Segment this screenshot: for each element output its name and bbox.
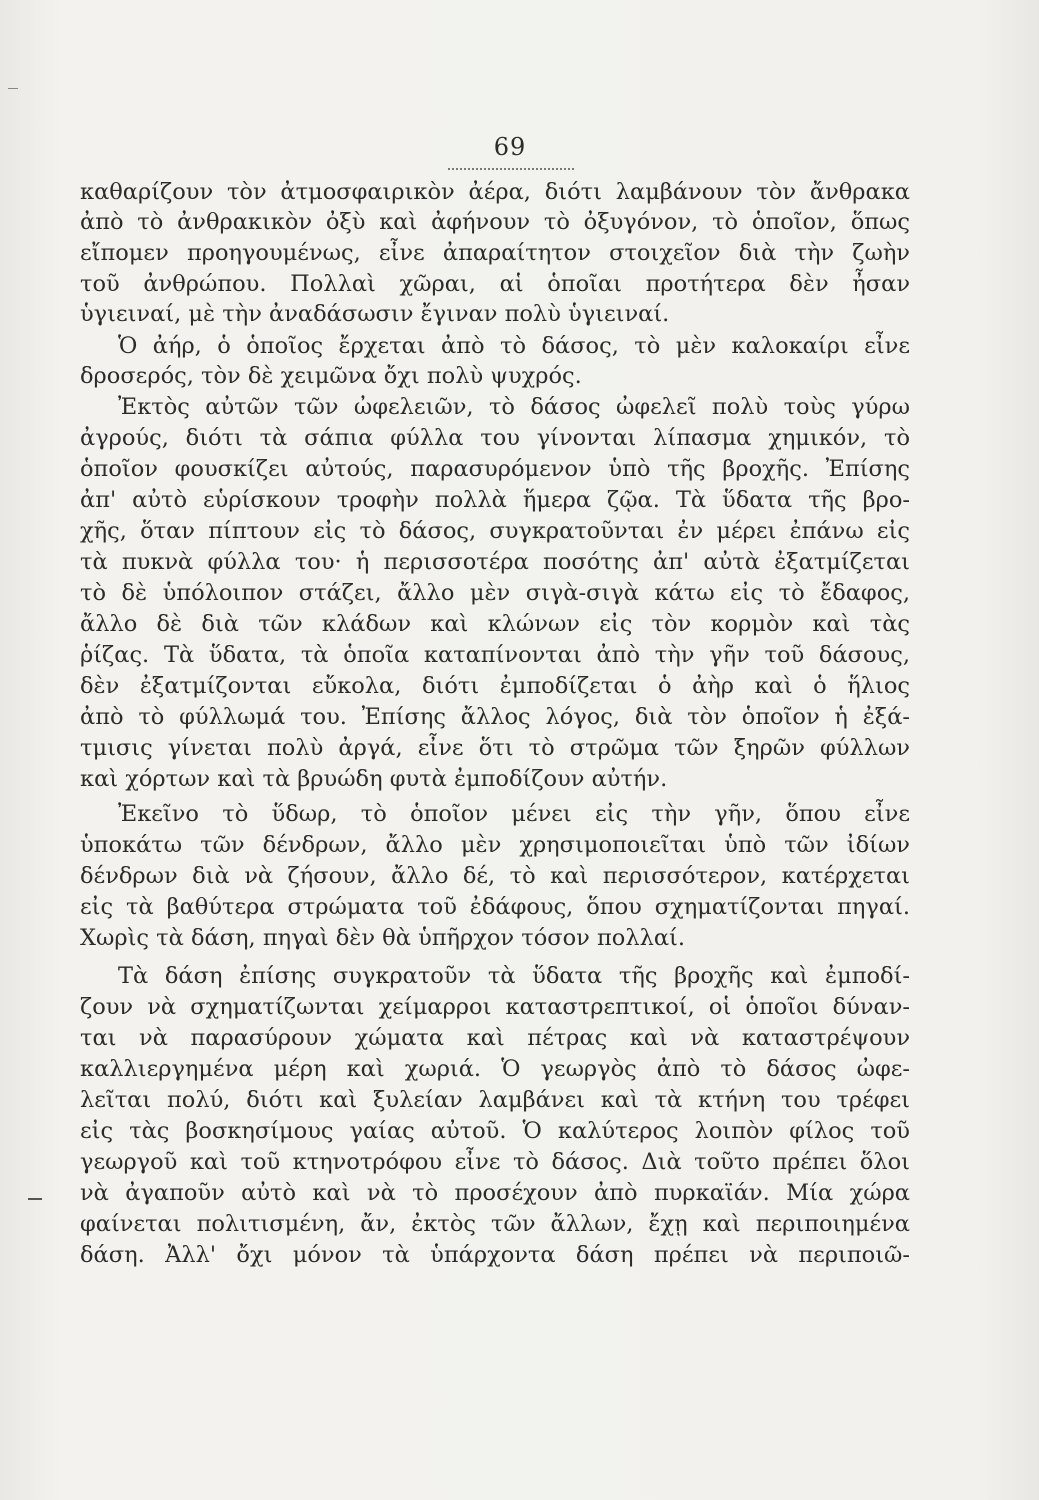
text-line: νὰ ἀγαποῦν αὐτὸ καὶ νὰ τὸ προσέχουν ἀπὸ πυρκαϊάν. Μία χώρα <box>80 1180 910 1206</box>
text-line: ἀπ' αὐτὸ εὑρίσκουν τροφὴν πολλὰ ἥμερα ζῷα. Τὰ ὕδατα τῆς βρο- <box>80 487 910 513</box>
text-line: ζουν νὰ σχηματίζωνται χείμαρροι καταστρεπτικοί, οἱ ὁποῖοι δύναν- <box>80 994 910 1020</box>
margin-mark <box>8 88 18 89</box>
text-line: καθαρίζουν τὸν ἀτμοσφαιρικὸν ἀέρα, διότι λαμβάνουν τὸν ἄνθρακα <box>80 179 910 205</box>
margin-mark <box>28 1198 42 1200</box>
text-line: ἀγρούς, διότι τὰ σάπια φύλλα του γίνονται λίπασμα χημικόν, τὸ <box>80 425 910 451</box>
text-line: δάση. Ἀλλ' ὄχι μόνον τὰ ὑπάρχοντα δάση πρέπει νὰ περιποιῶ- <box>80 1242 910 1268</box>
text-line: φαίνεται πολιτισμένη, ἄν, ἐκτὸς τῶν ἄλλων, ἔχῃ καὶ περιποιημένα <box>80 1211 910 1237</box>
text-line: τὰ πυκνὰ φύλλα του· ἡ περισσοτέρα ποσότης ἀπ' αὐτὰ ἐξατμίζεται <box>80 549 910 575</box>
text-line: γεωργοῦ καὶ τοῦ κτηνοτρόφου εἶνε τὸ δάσος. Διὰ τοῦτο πρέπει ὅλοι <box>80 1149 910 1175</box>
text-line: Ἐκτὸς αὐτῶν τῶν ὠφελειῶν, τὸ δάσος ὠφελεῖ πολὺ τοὺς γύρω <box>118 394 910 420</box>
text-line: εἰς τὰ βαθύτερα στρώματα τοῦ ἐδάφους, ὅπου σχηματίζονται πηγαί. <box>80 894 910 920</box>
text-line: λεῖται πολύ, διότι καὶ ξυλείαν λαμβάνει καὶ τὰ κτήνη του τρέφει <box>80 1087 910 1113</box>
text-line: χῆς, ὅταν πίπτουν εἰς τὸ δάσος, συγκρατοῦνται ἐν μέρει ἐπάνω εἰς <box>80 518 910 544</box>
text-line: ῥίζας. Τὰ ὕδατα, τὰ ὁποῖα καταπίνονται ἀπὸ τὴν γῆν τοῦ δάσους, <box>80 642 910 668</box>
text-line: τὸ δὲ ὑπόλοιπον στάζει, ἄλλο μὲν σιγὰ-σιγὰ κάτω εἰς τὸ ἔδαφος, <box>80 580 910 606</box>
text-line: Τὰ δάση ἐπίσης συγκρατοῦν τὰ ὕδατα τῆς βροχῆς καὶ ἐμποδί- <box>118 963 910 989</box>
text-line: Χωρὶς τὰ δάση, πηγαὶ δὲν θὰ ὑπῆρχον τόσον πολλαί. <box>80 925 686 951</box>
text-line: ἀπὸ τὸ φύλλωμά του. Ἐπίσης ἄλλος λόγος, διὰ τὸν ὁποῖον ἡ ἐξά- <box>80 704 910 730</box>
text-line: καλλιεργημένα μέρη καὶ χωριά. Ὁ γεωργὸς ἀπὸ τὸ δάσος ὠφε- <box>80 1056 910 1082</box>
text-line: δὲν ἐξατμίζονται εὔκολα, διότι ἐμποδίζεται ὁ ἀὴρ καὶ ὁ ἥλιος <box>80 673 910 699</box>
text-line: καὶ χόρτων καὶ τὰ βρυώδη φυτὰ ἐμποδίζουν αὐτήν. <box>80 766 668 792</box>
text-line: τοῦ ἀνθρώπου. Πολλαὶ χῶραι, αἱ ὁποῖαι προτήτερα δὲν ἦσαν <box>80 271 910 297</box>
text-line: ὑποκάτω τῶν δένδρων, ἄλλο μὲν χρησιμοποιεῖται ὑπὸ τῶν ἰδίων <box>80 832 910 858</box>
text-line: ἄλλο δὲ διὰ τῶν κλάδων καὶ κλώνων εἰς τὸν κορμὸν καὶ τὰς <box>80 611 910 637</box>
header-rule <box>448 168 574 170</box>
text-line: Ἐκεῖνο τὸ ὕδωρ, τὸ ὁποῖον μένει εἰς τὴν γῆν, ὅπου εἶνε <box>118 801 910 827</box>
text-line: ὁποῖον φουσκίζει αὐτούς, παρασυρόμενον ὑπὸ τῆς βροχῆς. Ἐπίσης <box>80 456 910 482</box>
text-line: Ὁ ἀήρ, ὁ ὁποῖος ἔρχεται ἀπὸ τὸ δάσος, τὸ μὲν καλοκαίρι εἶνε <box>118 333 910 359</box>
text-line: τμισις γίνεται πολὺ ἀργά, εἶνε ὅτι τὸ στρῶμα τῶν ξηρῶν φύλλων <box>80 735 910 761</box>
text-line: εἰς τὰς βοσκησίμους γαίας αὐτοῦ. Ὁ καλύτερος λοιπὸν φίλος τοῦ <box>80 1118 910 1144</box>
text-line: δροσερός, τὸν δὲ χειμῶνα ὄχι πολὺ ψυχρός. <box>80 363 582 389</box>
page-number: 69 <box>493 133 527 161</box>
text-line: ἀπὸ τὸ ἀνθρακικὸν ὀξὺ καὶ ἀφήνουν τὸ ὀξυγόνον, τὸ ὁποῖον, ὅπως <box>80 209 910 235</box>
text-line: δένδρων διὰ νὰ ζήσουν, ἄλλο δέ, τὸ καὶ περισσότερον, κατέρχεται <box>80 863 910 889</box>
text-line: ται νὰ παρασύρουν χώματα καὶ πέτρας καὶ νὰ καταστρέψουν <box>80 1025 910 1051</box>
text-line: εἴπομεν προηγουμένως, εἶνε ἀπαραίτητον στοιχεῖον διὰ τὴν ζωὴν <box>80 240 910 266</box>
text-line: ὑγιειναί, μὲ τὴν ἀναδάσωσιν ἔγιναν πολὺ ὑγιειναί. <box>80 301 670 327</box>
